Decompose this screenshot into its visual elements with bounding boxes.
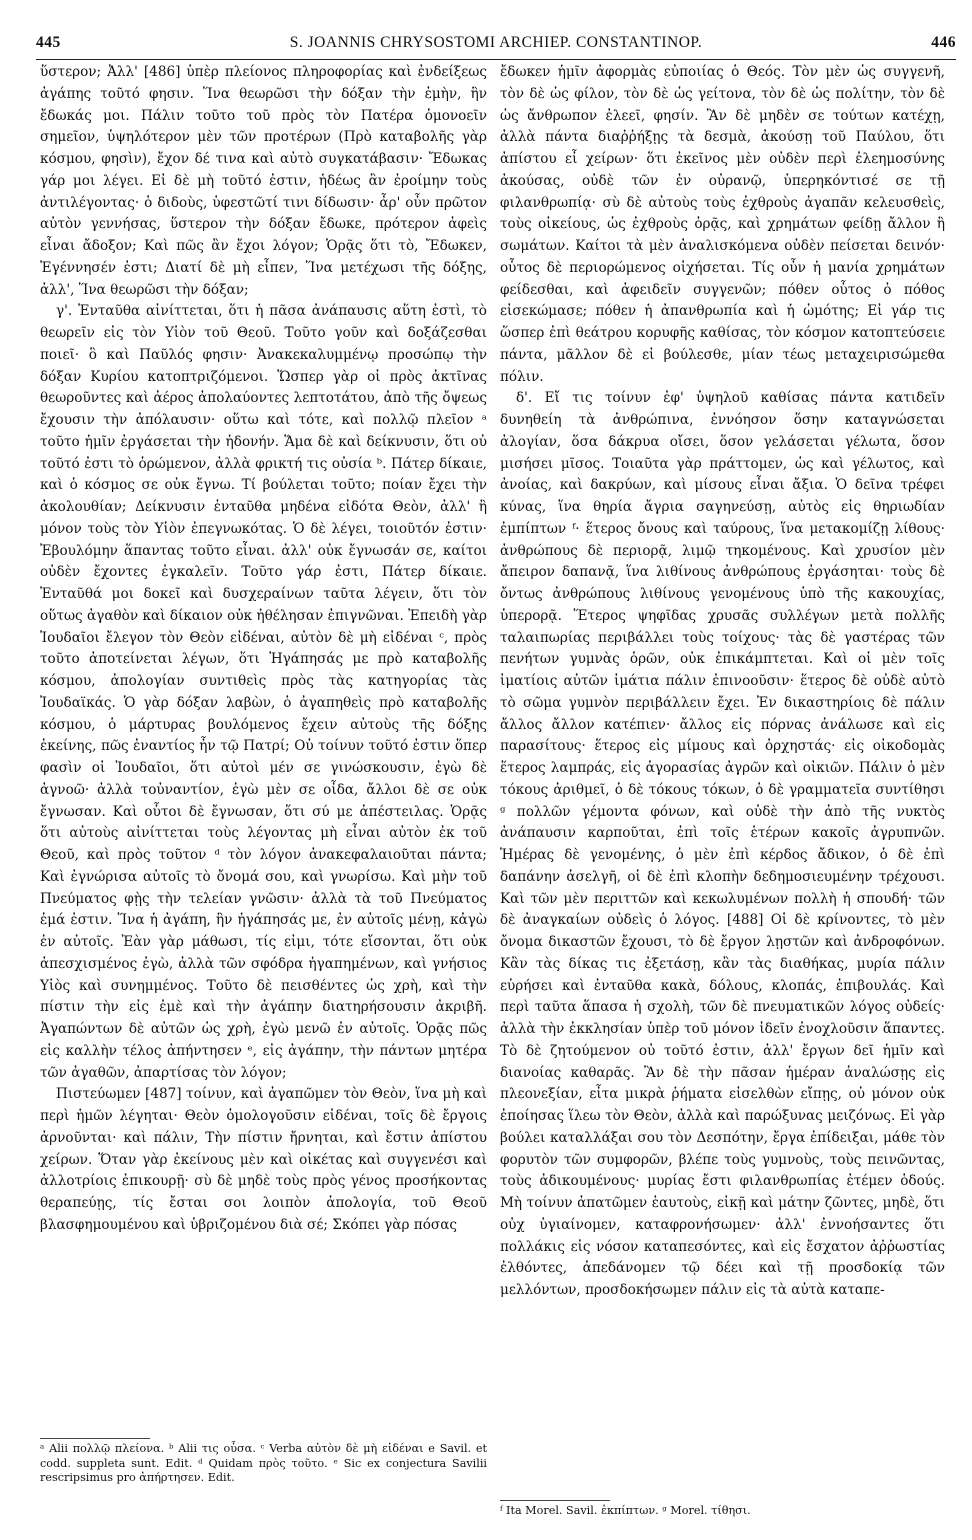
right-paragraph-1: ἔδωκεν ἡμῖν ἀφορμὰς εὐποιίας ὁ Θεός. Τὸν μὲν ὡς συγγενῆ, τὸν δὲ ὡς φίλον, τὸν δὲ ὡς γείτονα, τὸν δὲ ὡς πολίτην, τὸν δὲ ὡς ἄνθρωπον ἐλεεῖ, φησίν. Ἂν δὲ μηδὲν σε τούτων κατέχῃ, ἀλλὰ πάντα διαῤῥήξῃς τὰ δεσμὰ, ἀκούσῃ τοῦ Παύλου, ὅτι ἀπίστου εἶ χείρων· ὅτι ἐκεῖνος μὲν οὐδὲν περὶ ἐλεημοσύνης ἀκούσας, οὐδὲ τῶν ἐν οὐρανῷ, ὑπερηκόντισέ σε τῇ φιλανθρωπίᾳ· σὺ δὲ αὐτοὺς τοὺς ἐχθροὺς ἀγαπᾶν κελευσθεὶς, τοὺς οἰκείους, ὡς ἐχθροὺς ὁρᾷς, καὶ χρημάτων φείδῃ ἄλλον ἢ σωμάτων. Καίτοι τὰ μὲν ἀναλισκόμενα οὐδὲν πείσεται δεινόν· οὗτος δὲ περιορώμενος οἰχήσεται. Τίς οὖν ἡ μανία χρημάτων φείδεσθαι, καὶ ἀφειδεῖν συγγενῶν; πόθεν οὗτος ὁ πόθος εἰσεκώμασε; πόθεν ἡ ἀπανθρωπία καὶ ἡ ὠμότης; Εἰ γάρ τις ὥσπερ ἐπὶ θεάτρου κορυφῆς καθίσας, τὸν κόσμον κατοπτεύσειε πάντα, μᾶλλον δὲ εἰ βούλεσθε, μίαν τέως μεταχειρισώμεθα πόλιν.	[500, 64, 945, 385]
footnote-rule-right	[500, 1500, 610, 1501]
page-header	[36, 34, 956, 56]
left-paragraph-3: Πιστεύωμεν [487] τοίνυν, καὶ ἀγαπῶμεν τὸν Θεὸν, ἵνα μὴ καὶ περὶ ἡμῶν λέγηται· Θεὸν ὁμολογοῦσιν εἰδέναι, τοῖς δὲ ἔργοις ἀρνοῦνται· καὶ πάλιν, Τὴν πίστιν ἤρνηται, καὶ ἔστιν ἀπίστου χείρων. Ὅταν γὰρ ἐκείνους μὲν καὶ οἰκέτας καὶ συγγενέσι καὶ ἀλλοτρίοις ἐπικουρῇ· σὺ δὲ μηδὲ τοὺς πρὸς γένος προσήκοντας θεραπεύῃς, τίς ἔσται σοι λοιπὸν ἀπολογία, τοῦ Θεοῦ βλασφημουμένου καὶ ὑβριζομένου διὰ σέ; Σκόπει γὰρ πόσας	[40, 1086, 487, 1233]
footnotes-left	[40, 1442, 487, 1486]
right-column	[500, 62, 945, 1302]
footnote-text-left: ᵃ Alii πολλῷ πλείονα. ᵇ Alii τις οὖσα. ᶜ Verba αὐτὸν δὲ μὴ εἰδέναι e Savil. et codd. suppleta sunt. Edit. ᵈ Quidam πρὸς τοῦτο. ᵉ Sic ex conjectura Savilii rescripsimus pro ἀπήρτησεν. Edit.	[40, 1442, 487, 1485]
footnote-text-right: ᶠ Ita Morel. Savil. ἐκπίπτων. ᵍ Morel. τίθησι.	[500, 1504, 751, 1517]
left-paragraph-2: γ'. Ἐνταῦθα αἰνίττεται, ὅτι ἡ πᾶσα ἀνάπαυσις αὕτη ἐστὶ, τὸ θεωρεῖν εἰς τὸν Υἱὸν τοῦ Θεοῦ. Τοῦτο γοῦν καὶ δοξάζεσθαι ποιεῖ· ὃ καὶ Παῦλός φησιν· Ἀνακεκαλυμμένῳ προσώπῳ τὴν δόξαν Κυρίου κατοπτριζόμενοι. Ὥσπερ γὰρ οἱ πρὸς ἀκτῖνας θεωροῦντες καὶ ἀέρος ἀπολαύοντες λεπτοτάτου, ἀπὸ τῆς ὄψεως ἔχουσιν τὴν ἀπόλαυσιν· οὕτω καὶ τότε, καὶ πολλῷ πλεῖον ᵃ τοῦτο ἡμῖν ἐργάσεται τὴν ἡδονήν. Ἅμα δὲ καὶ δείκνυσιν, ὅτι οὐ τοῦτό ἐστι τὸ ὁρώμενον, ἀλλὰ φρικτή τις οὐσία ᵇ. Πάτερ δίκαιε, καὶ ὁ κόσμος σε οὐκ ἔγνω. Τί βούλεται τοῦτο; ποίαν ἔχει τὴν ἀκολουθίαν; Δείκνυσιν ἐνταῦθα μηδένα εἰδότα Θεὸν, ἀλλ' ἢ μόνον τοὺς τὸν Υἱὸν ἐπεγνωκότας. Ὁ δὲ λέγει, τοιοῦτόν ἐστιν· Ἐβουλόμην ἅπαντας τοῦτο εἶναι. ἀλλ' οὐκ ἔγνωσάν σε, καίτοι οὐδὲν ἔχοντες ἐγκαλεῖν. Τοῦτο γάρ ἐστι, Πάτερ δίκαιε. Ἐνταῦθά μοι δοκεῖ καὶ δυσχεραίνων ταῦτα λέγειν, ὅτι τὸν οὕτως ἀγαθὸν καὶ δίκαιον οὐκ ἠθέλησαν ἐπιγνῶναι. Ἐπειδὴ γὰρ Ἰουδαῖοι ἔλεγον τὸν Θεὸν εἰδέναι, αὐτὸν δὲ μὴ εἰδέναι ᶜ, πρὸς τοῦτο ἀποτείνεται λέγων, ὅτι Ἠγάπησάς με πρὸ καταβολῆς κόσμου, ἀπολογίαν συντιθεὶς πρὸς τὰς κατηγορίας τὰς Ἰουδαϊκάς. Ὁ γὰρ δόξαν λαβὼν, ὁ ἀγαπηθεὶς πρὸ καταβολῆς κόσμου, ὁ μάρτυρας βουλόμενος ἔχειν αὐτοὺς τῆς δόξης ἐκείνης, πῶς ἐναντίος ἦν τῷ Πατρί; Οὐ τοίνυν τοῦτό ἐστιν ὅπερ φασὶν οἱ Ἰουδαῖοι, ὅτι αὐτοὶ μέν σε γινώσκουσιν, ἐγὼ δὲ ἀγνοῶ· ἀλλὰ τοὐναντίον, ἐγὼ μὲν σε οἶδα, ἄλλοι δὲ σε οὐκ ἔγνωσαν. Καὶ οὗτοι δὲ ἔγνωσαν, ὅτι σύ με ἀπέστειλας. Ὁρᾷς ὅτι αὐτοὺς αἰνίττεται τοὺς λέγοντας μὴ εἶναι αὐτὸν ἐκ τοῦ Θεοῦ, καὶ πρὸς τοῦτον ᵈ τὸν λόγον ἀνακεφαλαιοῦται πάντα; Καὶ ἐγνώρισα αὐτοῖς τὸ ὄνομά σου, καὶ γνωρίσω. Καὶ μὴν τοῦ Πνεύματος φῂς τὴν τελείαν γνῶσιν· ἀλλὰ τὰ τοῦ Πνεύματος ἐμά ἐστιν. Ἵνα ἡ ἀγάπη, ἣν ἠγάπησάς με, ἐν αὐτοῖς μένῃ, κἀγὼ ἐν αὐτοῖς. Ἐὰν γὰρ μάθωσι, τίς εἰμι, τότε εἴσονται, ὅτι οὐκ ἀπεσχισμένος ἐγὼ, ἀλλὰ τῶν σφόδρα ἠγαπημένων, καὶ γνήσιος Υἱὸς καὶ συνημμένος. Τοῦτο δὲ πεισθέντες ὡς χρὴ, καὶ τὴν πίστιν τὴν εἰς ἐμὲ καὶ τὴν ἀγάπην διατηρήσουσιν ἀκριβῆ. Ἀγαπώντων δὲ αὐτῶν ὡς χρὴ, ἐγὼ μενῶ ἐν αὐτοῖς. Ὁρᾷς πῶς εἰς καλλὴν τέλος ἀπήντησεν ᵉ, εἰς ἀγάπην, τὴν πάντων μητέρα τῶν ἀγαθῶν, ἀπαρτίσας τὸν λόγον;	[40, 303, 487, 1081]
left-paragraph-1: ὕστερον; Ἀλλ' [486] ὑπὲρ πλείονος πληροφορίας καὶ ἐνδείξεως ἀγάπης τοῦτό φησιν. Ἵνα θεωρῶσι τὴν δόξαν τὴν ἐμὴν, ἣν ἔδωκάς μοι. Πάλιν τοῦτο τοῦ πρὸς τὸν Πατέρα ὁμονοεῖν σημεῖον, ὑψηλότερον μὲν τῶν προτέρων (Πρὸ καταβολῆς γὰρ κόσμου, φησὶν), ἔχον δέ τινα καὶ αὐτὸ συγκατάβασιν· Ἔδωκας γάρ μοι λέγει. Εἰ δὲ μὴ τοῦτό ἐστιν, ἡδέως ἂν ἐροίμην τοὺς ἀντιλέγοντας· ὁ διδοὺς, ὑφεστῶτί τινι δίδωσιν· ἆρ' οὖν πρῶτον αὐτὸν γεννήσας, ὕστερον τὴν δόξαν ἔδωκε, πρότερον ἀφεὶς εἶναι ἄδοξον; Καὶ πῶς ἂν ἔχοι λόγον; Ὁρᾷς ὅτι τὸ, Ἔδωκεν, Ἐγέννησέν ἐστι; Διατί δὲ μὴ εἶπεν, Ἵνα μετέχωσι τῆς δόξης, ἀλλ', Ἵνα θεωρῶσι τὴν δόξαν;	[40, 64, 487, 298]
page-number-left: 445	[36, 34, 61, 51]
left-column	[40, 62, 487, 1237]
footnotes-right	[500, 1504, 945, 1519]
right-paragraph-2: δ'. Εἴ τις τοίνυν ἐφ' ὑψηλοῦ καθίσας πάντα κατιδεῖν δυνηθείη τὰ ἀνθρώπινα, ἐννόησον ὅσην καταγνώσεται ἀλογίαν, ὅσα δάκρυα οἴσει, ὅσον γελάσεται γέλωτα, ὅσον μισήσει μῖσος. Τοιαῦτα γὰρ πράττομεν, ὡς καὶ γέλωτος, καὶ ἀνοίας, καὶ δακρύων, καὶ μίσους εἶναι ἄξια. Ὁ δεῖνα τρέφει κύνας, ἵνα θηρία ἄγρια σαγηνεύσῃ, αὐτὸς εἰς θηριωδίαν ἐμπίπτων ᶠ· ἕτερος ὄνους καὶ ταύρους, ἵνα μετακομίζῃ λίθους· ἀνθρώπους δὲ περιορᾷ, λιμῷ τηκομένους. Καὶ χρυσίον μὲν ἄπειρον δαπανᾷ, ἵνα λιθίνους ἀνθρώπους ἐργάσηται· τοὺς δὲ ὄντως ἀνθρώπους λιθίνους γενομένους ὑπὸ τῆς κακουχίας, ὑπερορᾷ. Ἕτερος ψηφῖδας χρυσᾶς συλλέγων μετὰ πολλῆς ταλαιπωρίας περιβάλλει τοὺς τοίχους· τὰς δὲ γαστέρας τῶν πενήτων γυμνὰς ὁρῶν, οὐκ ἐπικάμπτεται. Καὶ οἱ μὲν τοῖς ἱματίοις αὐτῶν ἱμάτια πάλιν ἐπινοοῦσιν· ἕτερος δὲ οὐδὲ αὐτὸ τὸ σῶμα γυμνὸν περιβάλλειν ἔχει. Ἐν δικαστηρίοις δὲ πάλιν ἄλλος ἄλλον κατέπιεν· ἄλλος εἰς πόρνας ἀνάλωσε καὶ εἰς παρασίτους· ἕτερος εἰς μίμους καὶ ὀρχηστάς· εἰς οἰκοδομὰς ἕτερος λαμπράς, εἰς ἀγορασίας ἀγρῶν καὶ οἰκιῶν. Πάλιν ὁ μὲν τόκους ἀριθμεῖ, ὁ δὲ τόκους τόκων, ὁ δὲ γραμματεῖα συντίθησι ᵍ πολλῶν γέμοντα φόνων, καὶ οὐδὲ τὴν ἀπὸ τῆς νυκτὸς ἀνάπαυσιν καρποῦται, ἐπὶ τοῖς ἑτέρων κακοῖς ἀγρυπνῶν. Ἡμέρας δὲ γενομένης, ὁ μὲν ἐπὶ κέρδος ἄδικον, ὁ δὲ ἐπὶ δαπάνην ἀσελγῆ, οἱ δὲ ἐπὶ κλοπὴν δεδημοσιευμένην τρέχουσι. Καὶ τῶν μὲν περιττῶν καὶ κεκωλυμένων πολλὴ ἡ σπουδή· τῶν δὲ ἀναγκαίων οὐδεὶς ὁ λόγος. [488] Οἱ δὲ κρίνοντες, τὸ μὲν ὄνομα δικαστῶν ἔχουσι, τὸ δὲ ἔργον λῃστῶν καὶ ἀνδροφόνων. Κἂν τὰς δίκας τις ἐξετάσῃ, κἂν τὰς διαθήκας, μυρία πάλιν εὑρήσει καὶ ἐνταῦθα κακὰ, δόλους, κλοπάς, ἐπιβουλάς. Καὶ περὶ ταῦτα ἅπασα ἡ σχολὴ, τῶν δὲ πνευματικῶν λόγος οὐδείς· ἀλλὰ τὴν ἐκκλησίαν ὑπὲρ τοῦ μόνον ἰδεῖν ἐνοχλοῦσιν ἅπαντες. Τὸ δὲ ζητούμενον οὐ τοῦτό ἐστιν, ἀλλ' ἔργων δεῖ ἡμῖν καὶ διανοίας καθαρᾶς. Ἂν δὲ τὴν πᾶσαν ἡμέραν ἀναλώσῃς εἰς πλεονεξίαν, εἶτα μικρὰ ῥήματα εἰσελθὼν εἴπῃς, οὐ μόνον οὐκ ἐποίησας ἵλεω τὸν Θεὸν, ἀλλὰ καὶ παρώξυνας μειζόνως. Εἰ γὰρ βούλει καταλλάξαι σου τὸν Δεσπότην, ἔργα ἐπίδειξαι, μάθε τὸν φορυτὸν τῶν συμφορῶν, βλέπε τοὺς γυμνοὺς, τοὺς πεινῶντας, τοὺς ἀδικουμένους· μυρίας ἔστι φιλανθρωπίας ἐτέμεν ὁδούς. Μὴ τοίνυν ἀπατῶμεν ἑαυτοὺς, εἰκῇ καὶ μάτην ζῶντες, μηδὲ, ὅτι οὐχ ὑγιαίνομεν, καταφρονήσωμεν· ἀλλ' ἐννοήσαντες ὅτι πολλάκις εἰς νόσον καταπεσόντες, καὶ εἰς ἔσχατον ἀῤῥωστίας ἐλθόντες, ἀπεδάνομεν τῷ δέει καὶ τῇ προσδοκίᾳ τῶν μελλόντων, προσδοκήσωμεν πάλιν εἰς τὰ αὐτὰ καταπε-	[500, 390, 945, 1298]
running-title: S. JOANNIS CHRYSOSTOMI ARCHIEP. CONSTANTINOP.	[289, 34, 703, 51]
footnote-rule-left	[40, 1438, 150, 1439]
page-number-right: 446	[931, 34, 956, 51]
header-rule	[36, 59, 956, 60]
